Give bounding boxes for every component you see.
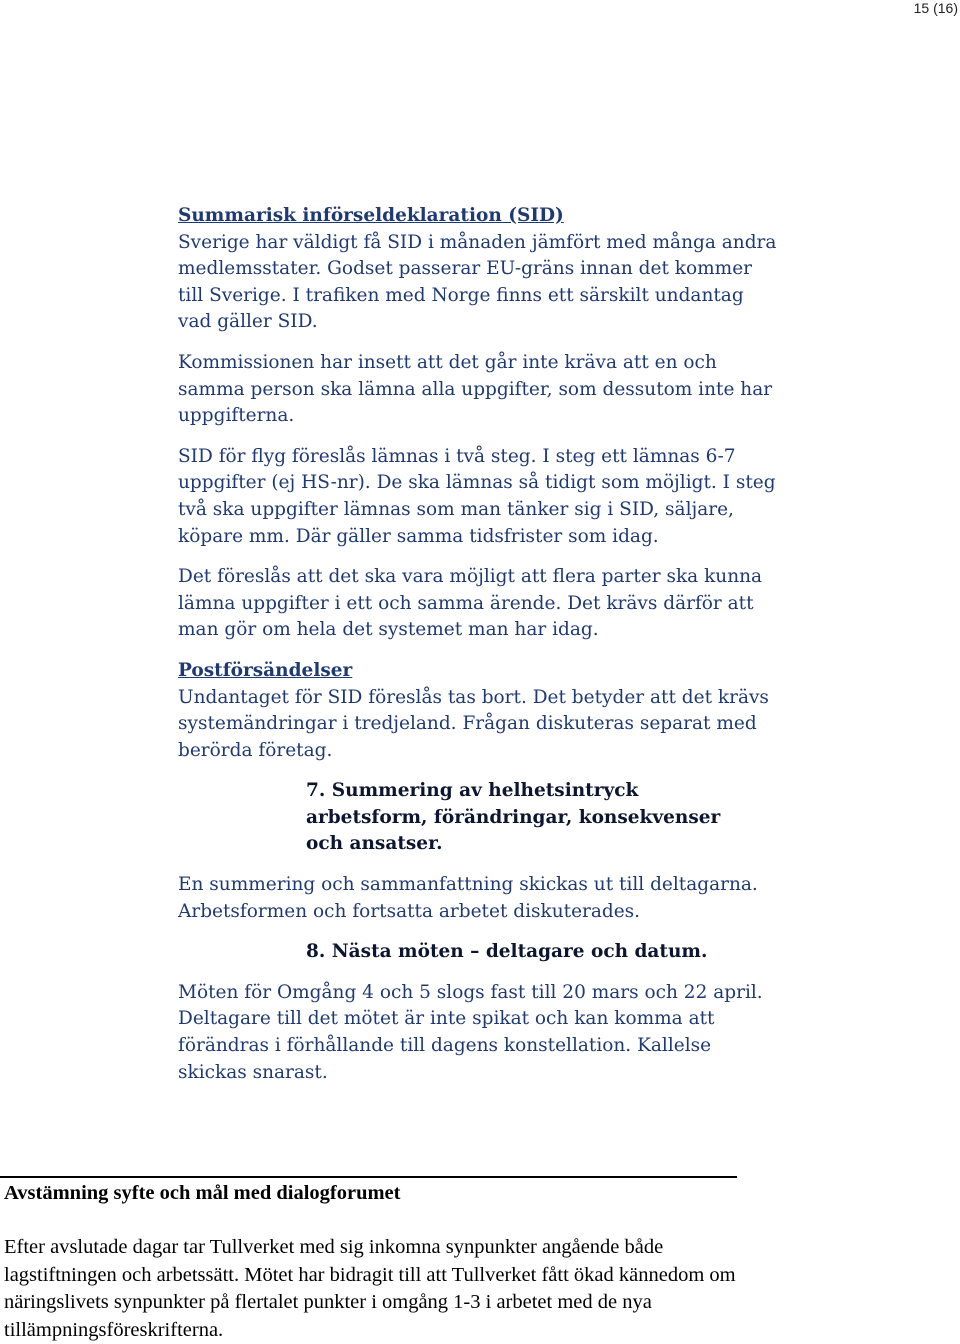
section-8-paragraph: Möten för Omgång 4 och 5 slogs fast till 20 mars och 22 april. Deltagare till det mötet är inte spikat och kan komma att förändras i förhållande till dagens konstellation. Kallelse skickas snarast. (178, 981, 763, 1083)
post-heading: Postförsändelser (178, 659, 353, 681)
sid-paragraph-3: SID för flyg föreslås lämnas i två steg. I steg ett lämnas 6-7 uppgifter (ej HS-nr). De ska lämnas så tidigt som möjligt. I steg två ska uppgifter lämnas som man tänker sig i SID, säljare, köpare mm. Där gäller samma tidsfrister som idag. (178, 445, 776, 547)
sid-section (178, 203, 778, 336)
section-divider (0, 1176, 737, 1178)
sid-paragraph-1: Sverige har väldigt få SID i månaden jämfört med många andra medlemsstater. Godset passerar EU-gräns innan det kommer till Sverige. I trafiken med Norge finns ett särskilt undantag vad gäller SID. (178, 231, 777, 333)
footer-section (4, 1180, 744, 1344)
page-number: 15 (16) (913, 0, 958, 16)
footer-body: Efter avslutade dagar tar Tullverket med sig inkomna synpunkter angående både lagstiftningen och arbetssätt. Mötet har bidragit till att Tullverket fått ökad kännedom om näringslivets synpunkter på flertalet punkter i omgång 1-3 i arbetet med de nya tillämpningsföreskrifterna. (4, 1236, 736, 1341)
section-8-heading: 8. Nästa möten – deltagare och datum. (306, 941, 708, 963)
footer-heading: Avstämning syfte och mål med dialogforumet (4, 1182, 401, 1204)
section-7-paragraph: En summering och sammanfattning skickas ut till deltagarna. Arbetsformen och fortsatta arbetet diskuterades. (178, 874, 758, 922)
post-paragraph: Undantaget för SID föreslås tas bort. Det betyder att det krävs systemändringar i tredjeland. Frågan diskuteras separat med berörda företag. (178, 686, 769, 761)
sid-paragraph-2: Kommissionen har insett att det går inte kräva att en och samma person ska lämna alla uppgifter, som dessutom inte har uppgifterna. (178, 351, 773, 427)
meeting-notes (178, 203, 778, 1100)
post-section (178, 658, 778, 764)
section-7-heading: 7. Summering av helhetsintryck arbetsform, förändringar, konsekvenser och ansatser. (306, 780, 721, 855)
sid-paragraph-4: Det föreslås att det ska vara möjligt att flera parter ska kunna lämna uppgifter i ett och samma ärende. Det krävs därför att man gör om hela det systemet man har idag. (178, 566, 763, 641)
sid-heading: Summarisk införseldeklaration (SID) (178, 205, 564, 226)
